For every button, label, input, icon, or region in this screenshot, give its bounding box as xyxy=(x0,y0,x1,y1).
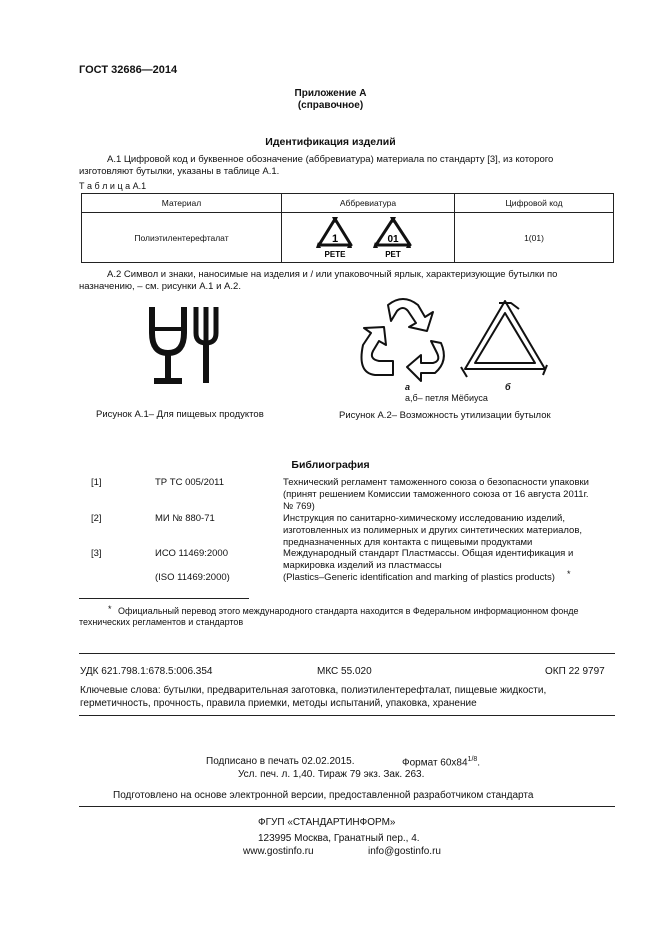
pet-number: 01 xyxy=(387,233,399,245)
appendix-title: Приложение А xyxy=(294,88,367,99)
publisher-name: ФГУП «СТАНДАРТИНФОРМ» xyxy=(258,817,396,828)
figure-a1-caption: Рисунок А.1– Для пищевых продуктов xyxy=(96,409,264,420)
imprint-divider xyxy=(79,806,615,807)
imprint-format: Формат $60x84^{1/8}$. xyxy=(402,756,481,769)
table-header-material: Материал xyxy=(82,194,282,213)
table-cell-code: 1(01) xyxy=(455,213,614,263)
bib-entry-2-code: МИ № 880-71 xyxy=(155,513,215,524)
imprint-prepared: Подготовлено на основе электронной версии, предоставленной разработчиком стандарта xyxy=(113,790,534,801)
figure-a2-caption: Рисунок А.2– Возможность утилизации бутылок xyxy=(339,410,551,421)
classification-divider xyxy=(79,653,615,654)
bib-entry-3-code: ИСО 11469:2000 xyxy=(155,548,228,559)
paragraph-a2-line1: А.2 Символ и знаки, наносимые на изделия и / или упаковочный ярлык, характеризующие бутылки по xyxy=(107,269,558,280)
bib-entry-1-text: Технический регламент таможенного союза о безопасности упаковки (принят решением Комиссии таможенного союза от 16 августа 2011г. № 769) xyxy=(283,477,589,512)
bib-entry-1-code: ТР ТС 005/2011 xyxy=(155,477,225,488)
glass-fork-icon xyxy=(146,303,226,387)
mobius-loop-outline-icon xyxy=(455,295,555,385)
publisher-website-link[interactable]: www.gostinfo.ru xyxy=(243,846,314,857)
paragraph-a1-line1: А.1 Цифровой код и буквенное обозначение (аббревиатура) материала по стандарту [3], из которого xyxy=(107,154,554,165)
table-cell-abbreviation xyxy=(282,213,455,263)
publisher-email-link[interactable]: info@gostinfo.ru xyxy=(368,846,441,857)
bib-entry-2-num: [2] xyxy=(91,513,102,524)
footnote-divider xyxy=(79,598,249,599)
recycle-codes-icon xyxy=(313,215,423,261)
keywords-divider xyxy=(79,715,615,716)
bibliography-title: Библиография xyxy=(291,459,370,471)
imprint-signed: Подписано в печать 02.02.2015. xyxy=(206,756,355,767)
pete-number: 1 xyxy=(331,232,339,245)
table-cell-material: Полиэтилентерефталат xyxy=(82,213,282,263)
imprint-print-run: Усл. печ. л. 1,40. Тираж 79 экз. Зак. 263. xyxy=(238,769,425,780)
bib-entry-3-text: Международный стандарт Пластмассы. Общая идентификация и маркировка изделий из пластмассы (Plastics–Generic identification and marking of plastics products) xyxy=(283,548,574,583)
standard-number: ГОСТ 32686—2014 xyxy=(79,64,178,76)
publisher-address: 123995 Москва, Гранатный пер., 4. xyxy=(258,833,420,844)
bib-entry-2-text: Инструкция по санитарно-химическому исследованию изделий, изготовленных из полимерных и других синтетических материалов, предназначенных для контакта с пищевыми продуктами xyxy=(283,513,583,548)
paragraph-a2-line2: назначению, – см. рисунки А.1 и А.2. xyxy=(79,281,241,292)
udk-code: УДК 621.798.1:678.5:006.354 xyxy=(80,666,213,677)
bib-entry-3-num: [3] xyxy=(91,548,102,559)
material-table xyxy=(81,193,614,263)
table-header-code: Цифровой код xyxy=(455,194,614,213)
okp-code: ОКП 22 9797 xyxy=(545,666,605,677)
figure-a2-label-b: б xyxy=(505,382,511,392)
mobius-loop-filled-icon xyxy=(353,295,453,385)
table-caption: Т а б л и ц а А.1 xyxy=(79,181,147,191)
mks-code: МКС 55.020 xyxy=(317,666,372,677)
keywords-line2: герметичность, прочность, правила приемки, методы испытаний, упаковка, хранение xyxy=(80,698,477,709)
imprint-format-fraction: 1/8 xyxy=(467,756,478,763)
figure-a2-label-a: а xyxy=(405,382,411,392)
bib-footnote-marker: * xyxy=(567,569,571,579)
footnote-marker: * xyxy=(108,604,112,614)
appendix-subtitle: (справочное) xyxy=(297,100,364,111)
pet-label: PET xyxy=(385,249,401,259)
section-title: Идентификация изделий xyxy=(265,136,396,148)
footnote-line1: Официальный перевод этого международного стандарта находится в Федеральном информационном фонде xyxy=(118,606,579,616)
bib-entry-3-code-en: (ISO 11469:2000) xyxy=(155,572,230,583)
figure-a2-note: а,б– петля Мёбиуса xyxy=(405,393,488,403)
bib-entry-1-num: [1] xyxy=(91,477,102,488)
pete-label: PETE xyxy=(324,249,346,259)
footnote-line2: технических регламентов и стандартов xyxy=(79,617,244,627)
paragraph-a1-line2: изготовляют бутылки, указаны в таблице А.1. xyxy=(79,166,280,177)
table-header-abbreviation: Аббревиатура xyxy=(282,194,455,213)
keywords-line1: Ключевые слова: бутылки, предварительная заготовка, полиэтилентерефталат, пищевые жидкости, xyxy=(80,685,547,696)
